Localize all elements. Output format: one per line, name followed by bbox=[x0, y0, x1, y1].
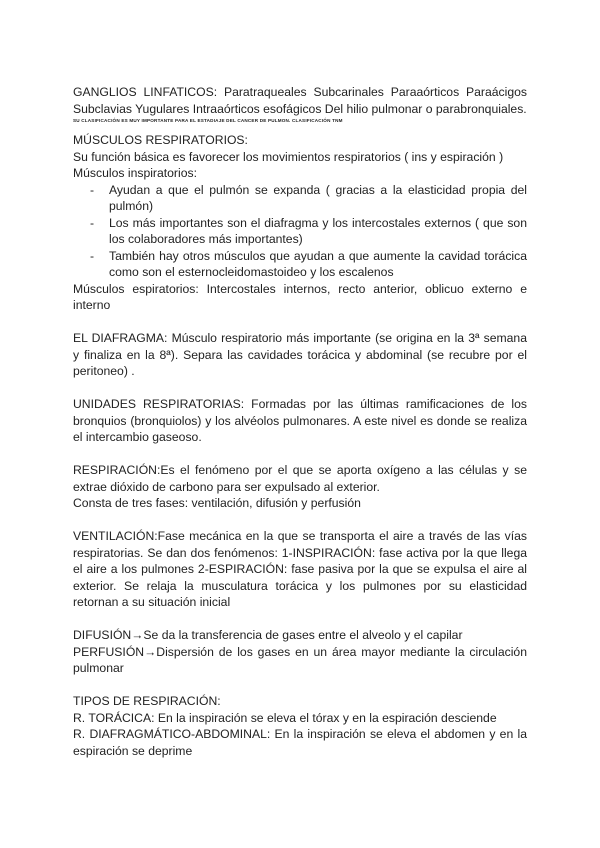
list-item-text: También hay otros músculos que ayudan a que aumente la cavidad torácica como son el esternocleidomastoideo y los escalenos bbox=[109, 248, 527, 279]
list-item-text: Ayudan a que el pulmón se expanda ( gracias a la elasticidad propia del pulmón) bbox=[109, 182, 527, 213]
unidades-paragraph: UNIDADES RESPIRATORIAS: Formadas por las últimas ramificaciones de los bronquios (bronquiolos) y los alvéolos pulmonares. A este nivel es donde se realiza el intercambio gaseoso. bbox=[73, 397, 527, 444]
tipos-toracica: R. TORÁCICA: En la inspiración se eleva el tórax y en la espiración desciende bbox=[73, 710, 497, 725]
musculos-espiratorios: Músculos espiratorios: Intercostales internos, recto anterior, oblicuo externo e interno bbox=[73, 281, 527, 312]
musculos-title: MÚSCULOS RESPIRATORIOS: bbox=[73, 133, 248, 147]
musculos-inspiratorios-label: Músculos inspiratorios: bbox=[73, 166, 197, 180]
tipos-title: TIPOS DE RESPIRACIÓN: bbox=[73, 694, 221, 708]
respiracion-fases: Consta de tres fases: ventilación, difusión y perfusión bbox=[73, 496, 361, 510]
perfusion-paragraph: PERFUSIÓN→Dispersión de los gases en un área mayor mediante la circulación pulmonar bbox=[73, 644, 527, 675]
ventilacion-paragraph: VENTILACIÓN:Fase mecánica en la que se transporta el aire a través de las vías respiratorias. Se dan dos fenómenos: 1-INSPIRACIÓN: fase activa por la que llega el aire a los pulmones 2-ESPIRACIÓN: fase pasiva por la que se expulsa el aire al exterior. Se relaja la musculatura torácica y los pulmones por su elasticidad retornan a su situación inicial bbox=[73, 529, 527, 609]
ganglios-note: SU CLASIFICACIÓN ES MUY IMPORTANTE PARA EL ESTADIAJE DEL CANCER DE PULMON. CLASIFICACIÓN TNM bbox=[73, 118, 343, 123]
dash-bullet: - bbox=[90, 182, 95, 197]
dash-bullet: - bbox=[90, 248, 95, 263]
dash-bullet: - bbox=[90, 215, 95, 230]
list-item-text: Los más importantes son el diafragma y los intercostales externos ( que son los colaboradores más importantes) bbox=[109, 215, 527, 246]
list-item bbox=[73, 215, 527, 248]
inspiratorios-list bbox=[73, 182, 527, 281]
list-item bbox=[73, 248, 527, 281]
difusion-paragraph: DIFUSIÓN→Se da la transferencia de gases entre el alveolo y el capilar bbox=[73, 628, 463, 642]
document-page bbox=[73, 84, 527, 759]
tipos-diafragmatica: R. DIAFRAGMÁTICO-ABDOMINAL: En la inspiración se eleva el abdomen y en la espiración se deprime bbox=[73, 727, 527, 758]
respiracion-paragraph: RESPIRACIÓN:Es el fenómeno por el que se aporta oxígeno a las células y se extrae dióxido de carbono para ser expulsado al exterior. bbox=[73, 463, 527, 494]
musculos-funcion: Su función básica es favorecer los movimientos respiratorios ( ins y espiración ) bbox=[73, 149, 504, 164]
list-item bbox=[73, 182, 527, 215]
diafragma-paragraph: EL DIAFRAGMA: Músculo respiratorio más importante (se origina en la 3ª semana y finaliza en la 8ª). Separa las cavidades torácica y abdominal (se recubre por el peritoneo) . bbox=[73, 331, 527, 378]
ganglios-paragraph: GANGLIOS LINFATICOS: Paratraqueales Subcarinales Paraaórticos Paraácigos Subclavias Yugulares Intraaórticos esofágicos Del hilio pulmonar o parabronquiales. bbox=[73, 85, 527, 116]
